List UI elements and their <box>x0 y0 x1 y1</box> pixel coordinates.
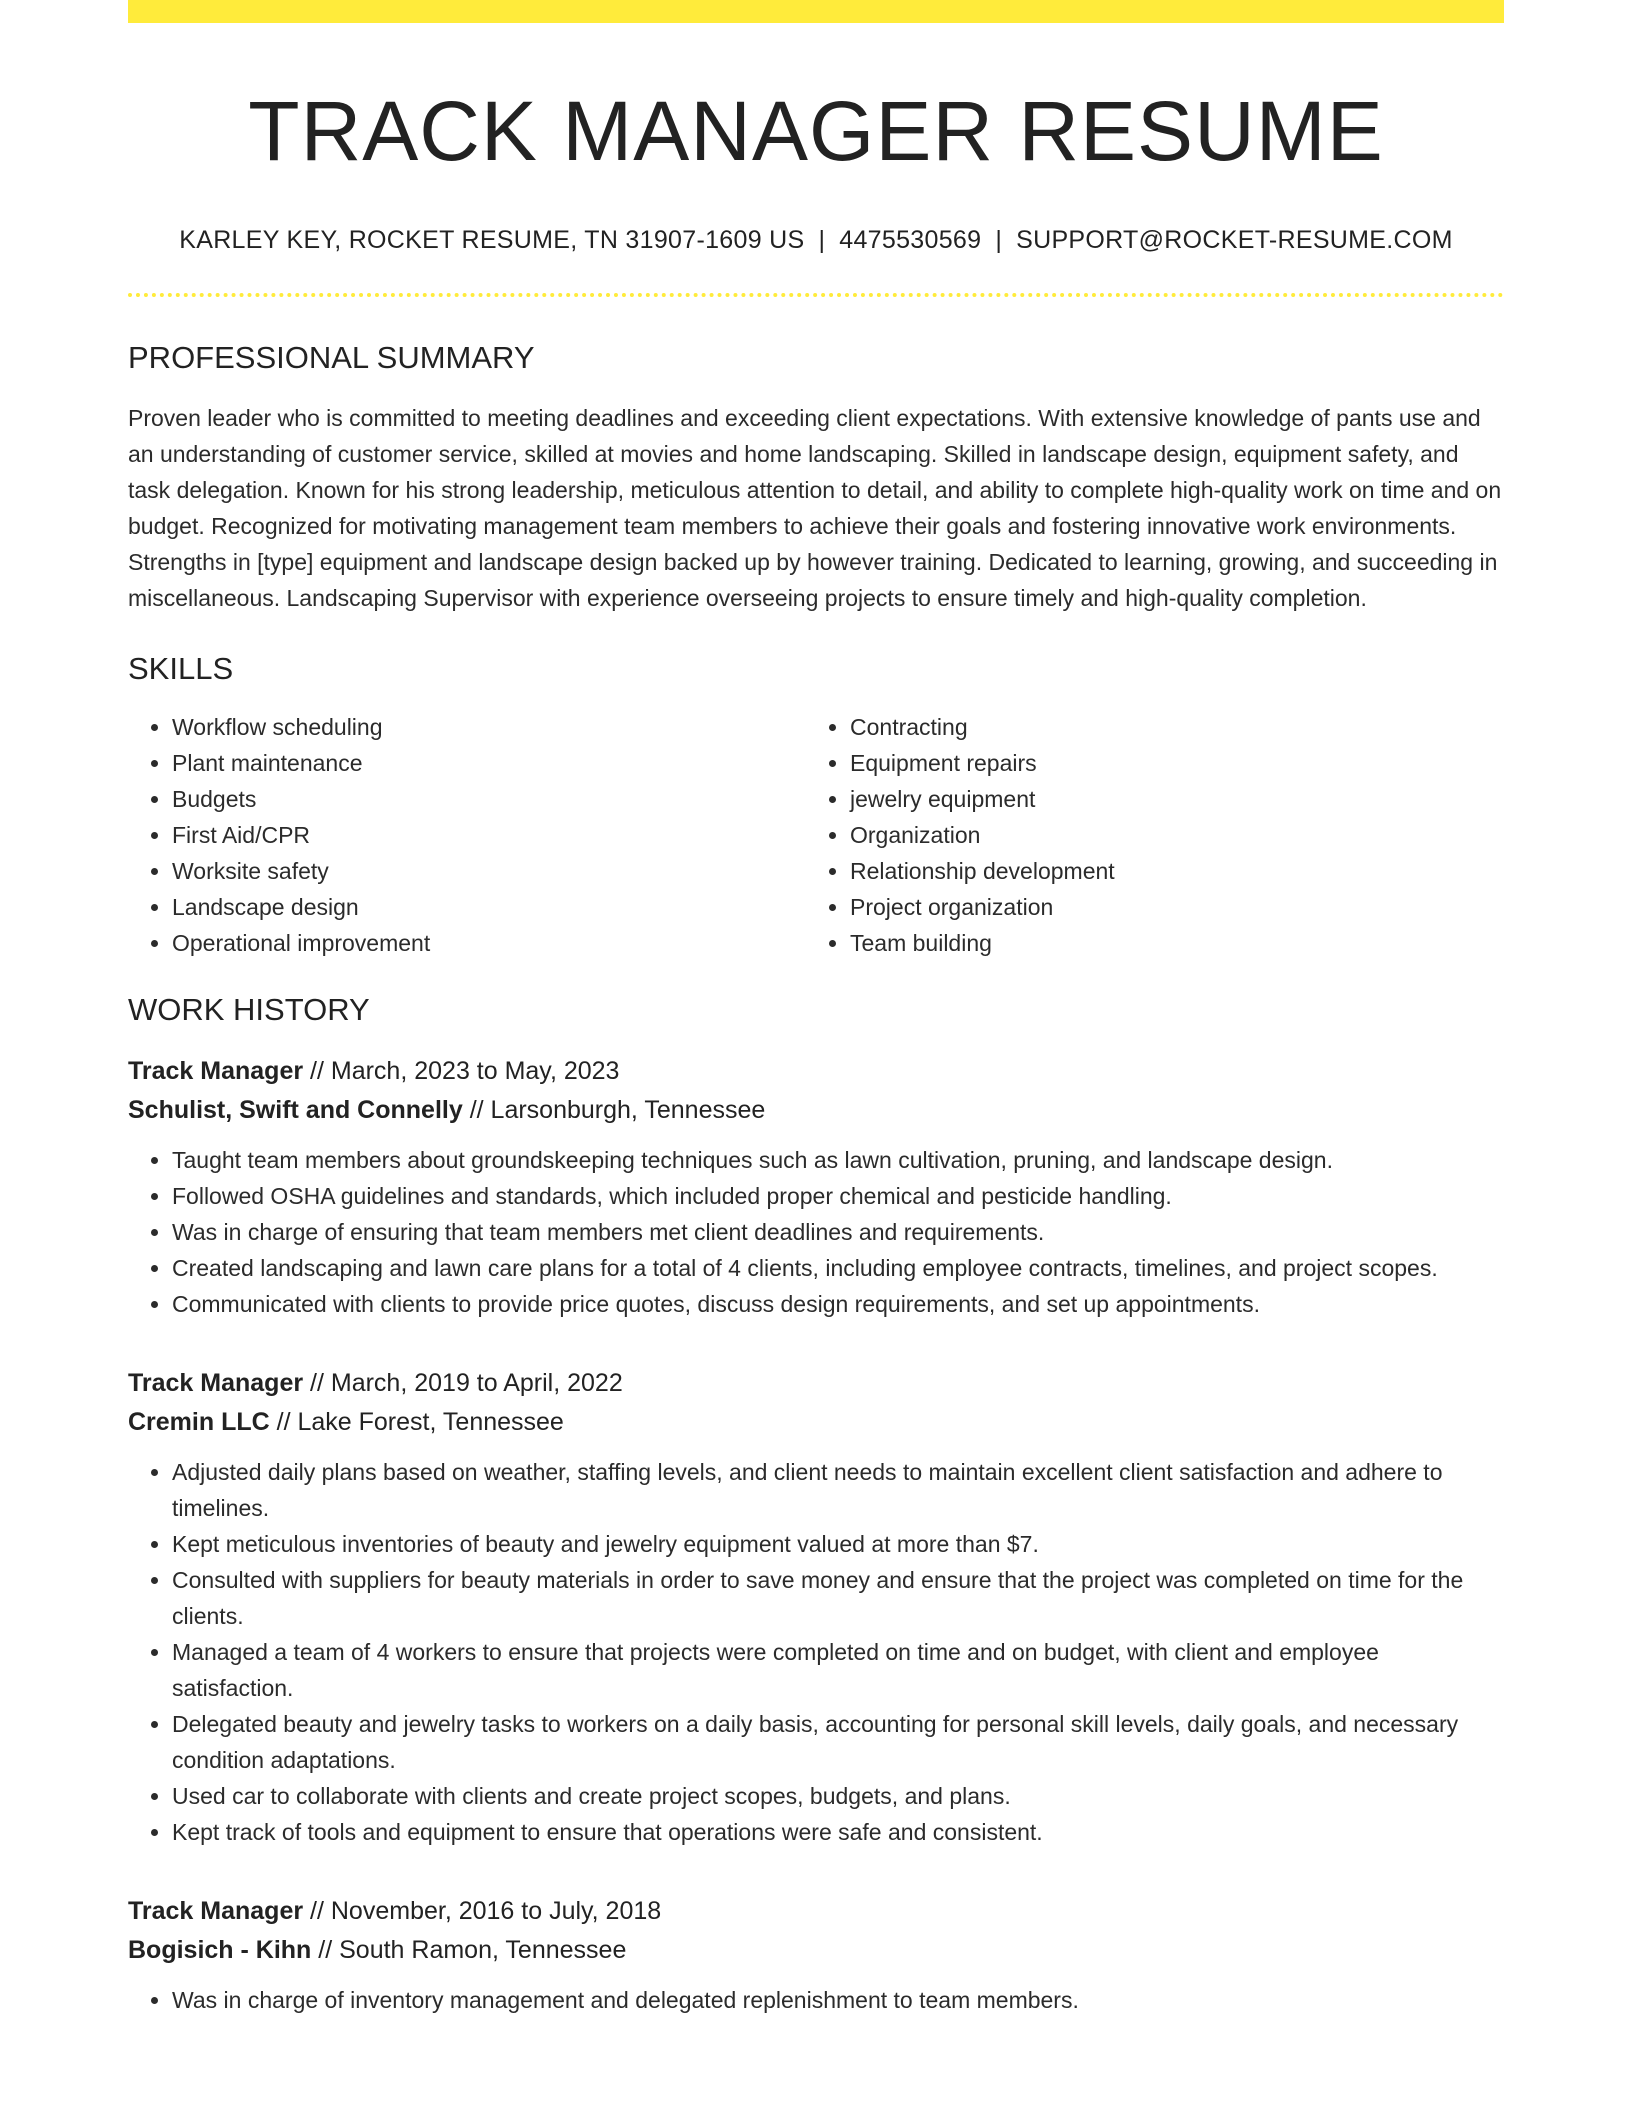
job-dates: // March, 2023 to May, 2023 <box>303 1057 620 1086</box>
skill-item: • Organization <box>850 817 1484 853</box>
job-company-line <box>128 1931 1504 1970</box>
job-role-line <box>128 1364 1504 1403</box>
contact-email: SUPPORT@ROCKET-RESUME.COM <box>1016 225 1453 254</box>
skills-list-left <box>128 709 806 961</box>
skill-item: • jewelry equipment <box>850 781 1484 817</box>
job-bullet: • Was in charge of inventory management and delegated replenishment to team members. <box>172 1982 1504 2018</box>
skill-item: • Contracting <box>850 709 1484 745</box>
job-location: // Larsonburgh, Tennessee <box>462 1096 766 1125</box>
job-bullet: • Delegated beauty and jewelry tasks to workers on a daily basis, accounting for personal skill levels, daily goals, and necessary condition adaptations. <box>172 1706 1504 1778</box>
job-role: Track Manager <box>128 1369 304 1398</box>
contact-address: KARLEY KEY, ROCKET RESUME, TN 31907-1609 US <box>179 225 805 254</box>
job-company: Cremin LLC <box>128 1408 270 1437</box>
job-entry <box>128 1892 1504 2018</box>
job-bullet: • Managed a team of 4 workers to ensure that projects were completed on time and on budget, with client and employee satisfaction. <box>172 1634 1504 1706</box>
job-entry <box>128 1052 1504 1322</box>
skill-item: • Team building <box>850 925 1484 961</box>
job-dates: // March, 2019 to April, 2022 <box>303 1369 623 1398</box>
resume-title: TRACK MANAGER RESUME <box>248 84 1384 178</box>
job-bullets <box>128 1982 1504 2018</box>
job-location: // South Ramon, Tennessee <box>311 1936 627 1965</box>
skill-item: • First Aid/CPR <box>172 817 806 853</box>
job-location: // Lake Forest, Tennessee <box>269 1408 564 1437</box>
contact-phone: 4475530569 <box>839 225 982 254</box>
job-bullet: • Kept track of tools and equipment to ensure that operations were safe and consistent. <box>172 1814 1504 1850</box>
work-history-heading: WORK HISTORY <box>128 991 370 1027</box>
skill-item: • Budgets <box>172 781 806 817</box>
job-company-line <box>128 1091 1504 1130</box>
skill-item: • Operational improvement <box>172 925 806 961</box>
job-role: Track Manager <box>128 1897 304 1926</box>
job-dates: // November, 2016 to July, 2018 <box>303 1897 662 1926</box>
job-role-line <box>128 1892 1504 1931</box>
job-bullets <box>128 1454 1504 1850</box>
skills-columns <box>128 709 1504 961</box>
skills-list-right <box>806 709 1484 961</box>
job-bullet: • Used car to collaborate with clients and create project scopes, budgets, and plans. <box>172 1778 1504 1814</box>
resume-page <box>128 0 1504 2018</box>
job-bullets <box>128 1142 1504 1322</box>
dotted-divider <box>128 293 1504 297</box>
job-bullet: • Taught team members about groundskeeping techniques such as lawn cultivation, pruning, and landscape design. <box>172 1142 1504 1178</box>
job-bullet: • Communicated with clients to provide price quotes, discuss design requirements, and set up appointments. <box>172 1286 1504 1322</box>
summary-text: Proven leader who is committed to meeting deadlines and exceeding client expectations. With extensive knowledge of pants use and an understanding of customer service, skilled at movies and home landscaping. Skilled in landscape design, equipment safety, and task delegation. Known for his strong leadership, meticulous attention to detail, and ability to complete high-quality work on time and on budget. Recognized for motivating management team members to achieve their goals and fostering innovative work environments. Strengths in [type] equipment and landscape design backed up by however training. Dedicated to learning, growing, and succeeding in miscellaneous. Landscaping Supervisor with experience overseeing projects to ensure timely and high-quality completion. <box>128 404 1502 611</box>
job-bullet: • Adjusted daily plans based on weather, staffing levels, and client needs to maintain excellent client satisfaction and adhere to timelines. <box>172 1454 1504 1526</box>
contact-separator: | <box>995 225 1003 254</box>
summary-heading: PROFESSIONAL SUMMARY <box>128 339 535 375</box>
skill-item: • Plant maintenance <box>172 745 806 781</box>
job-company: Bogisich - Kihn <box>128 1936 312 1965</box>
contact-line <box>128 226 1504 255</box>
contact-separator: | <box>818 225 826 254</box>
job-company: Schulist, Swift and Connelly <box>128 1096 463 1125</box>
job-bullet: • Was in charge of ensuring that team members met client deadlines and requirements. <box>172 1214 1504 1250</box>
top-accent-bar <box>128 0 1504 23</box>
skills-heading: SKILLS <box>128 650 234 686</box>
skill-item: • Equipment repairs <box>850 745 1484 781</box>
skill-item: • Project organization <box>850 889 1484 925</box>
skill-item: • Relationship development <box>850 853 1484 889</box>
job-bullet: • Kept meticulous inventories of beauty and jewelry equipment valued at more than $7. <box>172 1526 1504 1562</box>
skill-item: • Workflow scheduling <box>172 709 806 745</box>
job-role-line <box>128 1052 1504 1091</box>
job-bullet: • Consulted with suppliers for beauty materials in order to save money and ensure that the project was completed on time for the clients. <box>172 1562 1504 1634</box>
job-company-line <box>128 1403 1504 1442</box>
skill-item: • Landscape design <box>172 889 806 925</box>
job-entry <box>128 1364 1504 1850</box>
job-bullet: • Followed OSHA guidelines and standards, which included proper chemical and pesticide handling. <box>172 1178 1504 1214</box>
job-bullet: • Created landscaping and lawn care plans for a total of 4 clients, including employee contracts, timelines, and project scopes. <box>172 1250 1504 1286</box>
job-role: Track Manager <box>128 1057 304 1086</box>
skill-item: • Worksite safety <box>172 853 806 889</box>
